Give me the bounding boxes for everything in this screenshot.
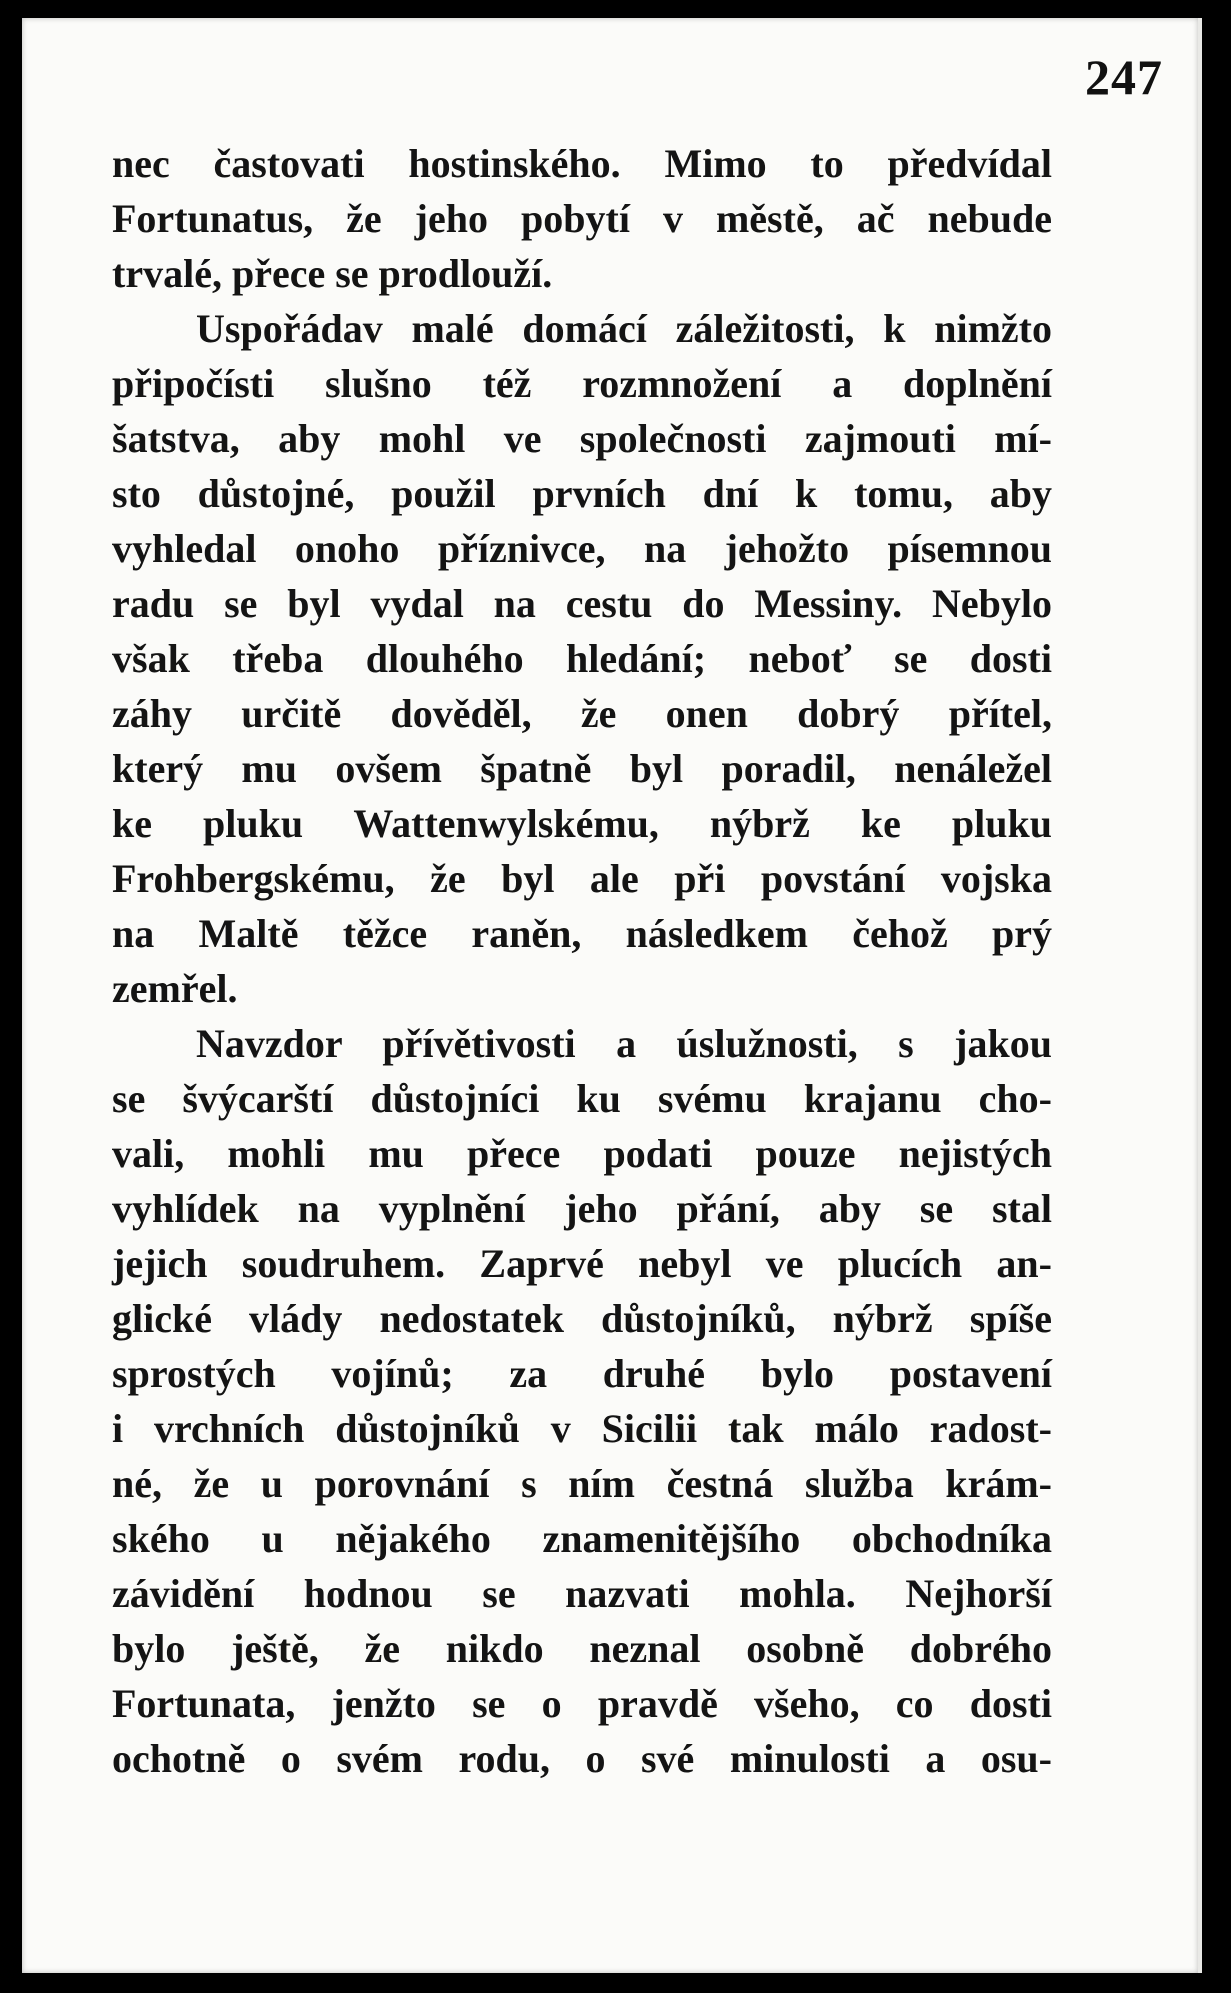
text-line: záhy určitě dověděl, že onen dobrý přítel, (112, 691, 1052, 736)
text-line: Frohbergskému, že byl ale při povstání vojska (112, 856, 1052, 901)
text-line: na Maltě těžce raněn, následkem čehož prý (112, 911, 1052, 956)
text-line: Fortunatus, že jeho pobytí v městě, ač nebude (112, 196, 1052, 241)
body-text (112, 136, 1052, 1786)
text-line: glické vlády nedostatek důstojníků, nýbrž spíše (112, 1296, 1052, 1341)
text-line: sto důstojné, použil prvních dní k tomu, aby (112, 471, 1052, 516)
text-line: radu se byl vydal na cestu do Messiny. Nebylo (112, 581, 1052, 626)
paragraph-end-line: zemřel. (112, 966, 238, 1011)
text-line: ského u nějakého znamenitějšího obchodníka (112, 1516, 1052, 1561)
paragraph-start-line: Uspořádav malé domácí záležitosti, k nimžto (196, 306, 1052, 351)
text-line: vyhledal onoho příznivce, na jehožto písemnou (112, 526, 1052, 571)
text-line: Fortunata, jenžto se o pravdě všeho, co dosti (112, 1681, 1052, 1726)
text-line: však třeba dlouhého hledání; neboť se dosti (112, 636, 1052, 681)
text-line: připočísti slušno též rozmnožení a doplnění (112, 361, 1052, 406)
text-line: závidění hodnou se nazvati mohla. Nejhorší (112, 1571, 1052, 1616)
text-line: šatstva, aby mohl ve společnosti zajmouti mí- (112, 416, 1052, 461)
text-line: vyhlídek na vyplnění jeho přání, aby se stal (112, 1186, 1052, 1231)
text-line: i vrchních důstojníků v Sicilii tak málo radost- (112, 1406, 1052, 1451)
paragraph-start-line: Navzdor přívětivosti a úslužnosti, s jakou (196, 1021, 1052, 1066)
page-edge (1198, 18, 1202, 1973)
text-line: vali, mohli mu přece podati pouze nejistých (112, 1131, 1052, 1176)
text-line: ochotně o svém rodu, o své minulosti a osu- (112, 1736, 1052, 1781)
text-line: né, že u porovnání s ním čestná služba krám- (112, 1461, 1052, 1506)
paragraph-end-line: trvalé, přece se prodlouží. (112, 251, 553, 296)
page-number: 247 (1085, 49, 1163, 105)
text-line: sprostých vojínů; za druhé bylo postavení (112, 1351, 1052, 1396)
text-line: ke pluku Wattenwylskému, nýbrž ke pluku (112, 801, 1052, 846)
text-line: nec častovati hostinského. Mimo to předvídal (112, 141, 1052, 186)
text-line: jejich soudruhem. Zaprvé nebyl ve plucích an- (112, 1241, 1052, 1286)
text-line: který mu ovšem špatně byl poradil, nenáležel (112, 746, 1052, 791)
text-line: bylo ještě, že nikdo neznal osobně dobrého (112, 1626, 1052, 1671)
text-line: se švýcarští důstojníci ku svému krajanu cho- (112, 1076, 1052, 1121)
